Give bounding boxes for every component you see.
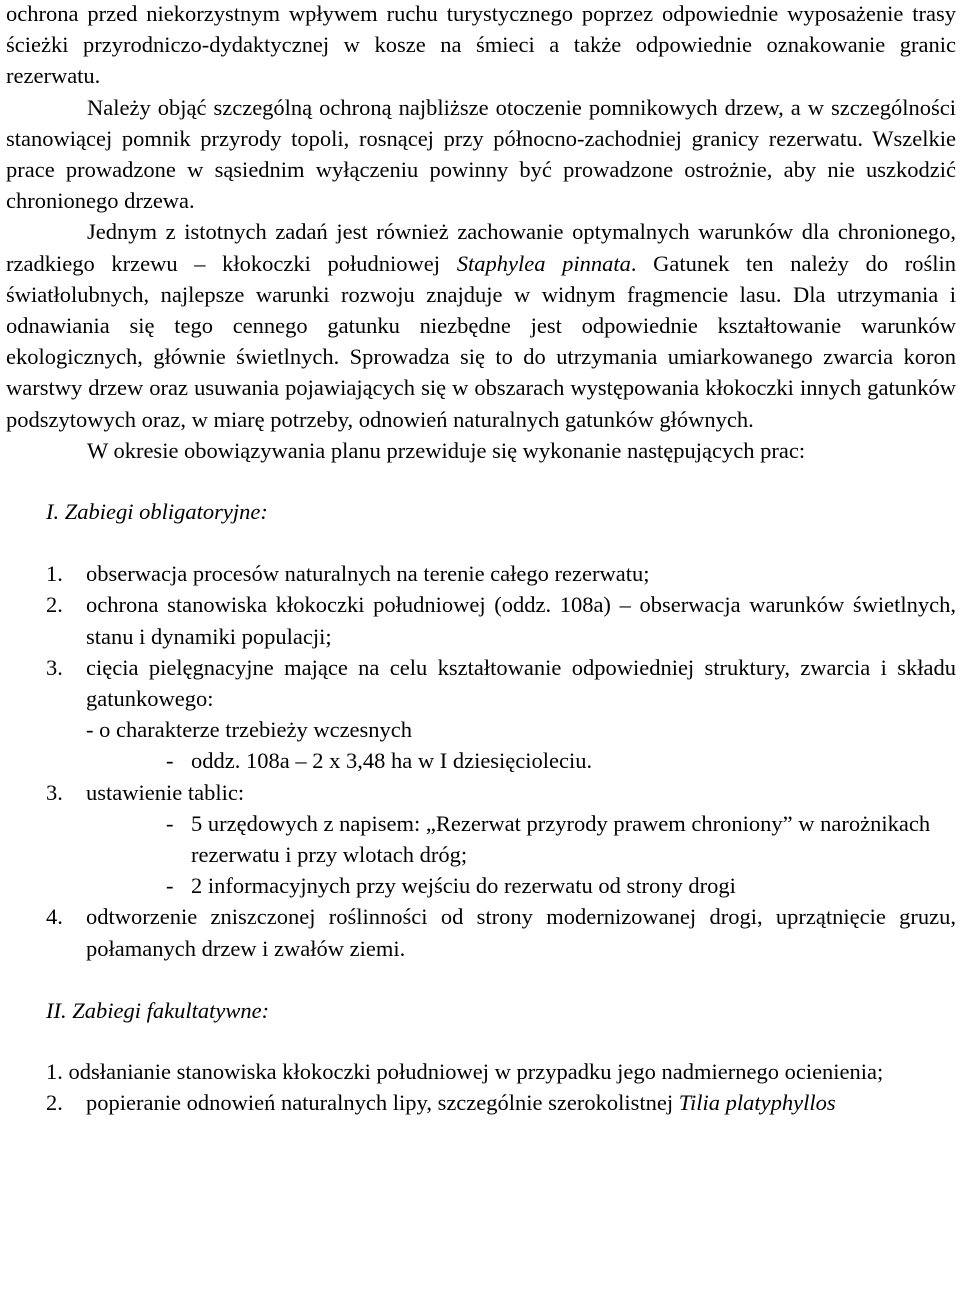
intro-paragraph-2 (6, 216, 956, 434)
list-dash: - (166, 873, 174, 899)
list-dash: - (166, 748, 174, 774)
species-name-staphylea: Staphylea pinnata (456, 250, 631, 276)
list-item (6, 1056, 956, 1087)
list-subsubitem-text: 5 urzędowych z napisem: „Rezerwat przyrody prawem chroniony” w narożnikach rezerwatu i przy wlotach dróg; (191, 810, 931, 868)
list-item-text: ustawienie tablic: (86, 779, 245, 805)
list-item-text: cięcia pielęgnacyjne mające na celu kształtowanie odpowiedniej struktury, zwarcia i składu gatunkowego: (86, 654, 956, 712)
list-subsubitem (6, 745, 956, 776)
list-item-number: 1. (46, 1059, 63, 1085)
list-item-number: 4. (46, 904, 63, 930)
list-item-text: odtworzenie zniszczonej roślinności od strony modernizowanej drogi, uprzątnięcie gruzu, połamanych drzew i zwałów ziemi. (86, 904, 956, 961)
list-subsubitem (6, 870, 956, 901)
species-name-tilia: Tilia platyphyllos (678, 1090, 836, 1116)
list-item-number: 2. (46, 592, 63, 618)
intro-paragraph-3: W okresie obowiązywania planu przewiduje się wykonanie następujących prac: (87, 437, 806, 463)
intro-paragraph-0: ochrona przed niekorzystnym wpływem ruchu turystycznego poprzez odpowiednie wyposażenie trasy ścieżki przyrodniczo-dydaktycznej w kosze na śmieci a także odpowiednie oznakowanie granic rezerwatu. (6, 1, 956, 89)
document-page (6, 0, 956, 1119)
paragraph-2-text-b: . Gatunek ten należy do roślin światłolubnych, najlepsze warunki rozwoju znajduje w widnym fragmencie lasu. Dla utrzymania i odnawiania się tego cennego gatunku niezbędne jest odpowiednie kształtowanie warunków ekologicznych, głównie świetlnych. Sprowadza się to do utrzymania umiarkowanego zwarcia koron warstwy drzew oraz usuwania pojawiających się w obszarach występowania kłokoczki innych gatunków podszytowych oraz, w miarę potrzeby, odnowień naturalnych gatunków głównych. (6, 250, 956, 432)
list-item (6, 558, 956, 589)
list-item-number: 2. (46, 1090, 63, 1116)
section-1-list (6, 558, 956, 964)
list-item-text: obserwacja procesów naturalnych na terenie całego rezerwatu; (86, 561, 650, 587)
list-item-number: 1. (46, 561, 63, 587)
section-2-title: II. Zabiegi fakultatywne: (46, 997, 270, 1023)
list-item (6, 777, 956, 808)
list-item (6, 652, 956, 714)
list-item (6, 1087, 956, 1118)
section-1-title: I. Zabiegi obligatoryjne: (46, 499, 268, 525)
list-dash: - (166, 810, 174, 836)
list-item-number: 3. (46, 779, 63, 805)
list-subsubitem (6, 808, 956, 870)
list-item (6, 589, 956, 651)
list-item-number: 3. (46, 654, 63, 680)
intro-paragraph-1: Należy objąć szczególną ochroną najbliższe otoczenie pomnikowych drzew, a w szczególności stanowiącej pomnik przyrody topoli, rosnącej przy północno-zachodniej granicy rezerwatu. Wszelkie prace prowadzone w sąsiednim wyłączeniu powinny być prowadzone ostrożnie, aby nie uszkodzić chronionego drzewa. (6, 94, 956, 214)
list-item (6, 901, 956, 963)
paragraph-2-text-a: Jednym z istotnych zadań jest również zachowanie optymalnych warunków dla chronionego, rzadkiego krzewu – kłokoczki południowej (6, 219, 956, 276)
list-item-text: odsłanianie stanowiska kłokoczki południowej w przypadku jego nadmiernego ocienienia; (68, 1059, 884, 1085)
section-2-list (6, 1056, 956, 1118)
list-item-text: popieranie odnowień naturalnych lipy, szczególnie szerokolistnej (86, 1090, 679, 1116)
list-subsubitem-text: 2 informacyjnych przy wejściu do rezerwatu od strony drogi (191, 873, 736, 899)
list-item-text: ochrona stanowiska kłokoczki południowej (oddz. 108a) – obserwacja warunków świetlnych, stanu i dynamiki populacji; (86, 592, 956, 649)
list-subsubitem-text: oddz. 108a – 2 x 3,48 ha w I dziesięcioleciu. (191, 748, 593, 774)
list-subitem: - o charakterze trzebieży wczesnych (86, 717, 413, 743)
